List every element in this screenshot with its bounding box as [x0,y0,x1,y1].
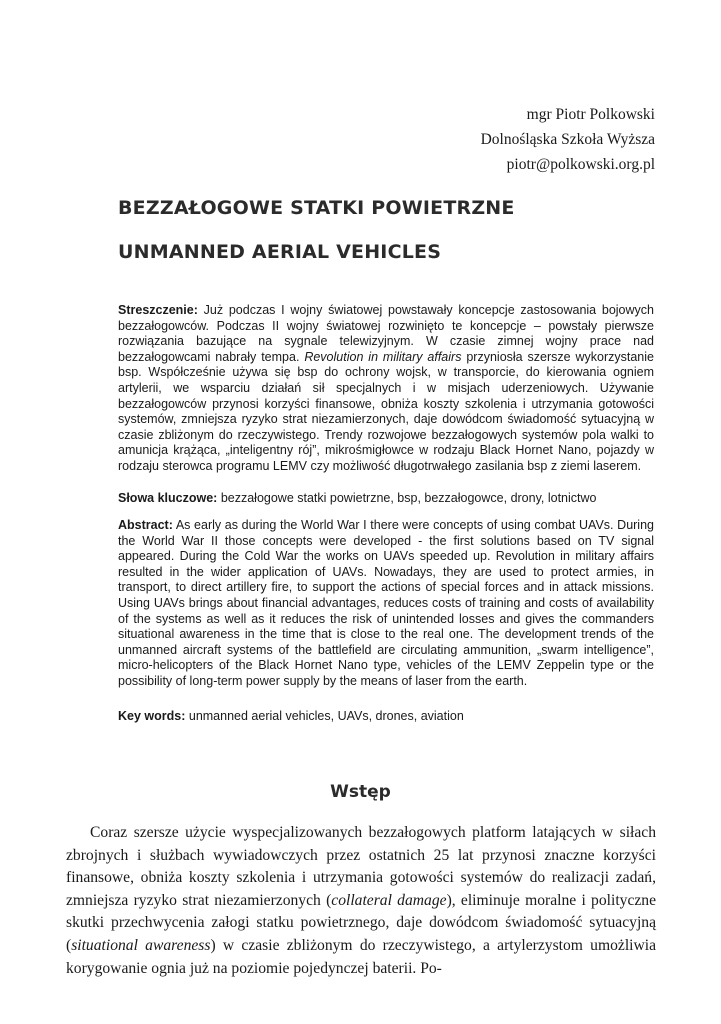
author-name: mgr Piotr Polkowski [526,106,655,123]
author-block [481,102,655,177]
abstract-label: Abstract: [118,518,173,532]
key-words-label: Key words: [118,709,186,723]
streszczenie-text-1: Już podczas I wojny światowej powstawały koncepcje zastosowania bojowych bezzałogowców. Podczas II wojny światowej rozwinięto te koncepcje – powstały pierwsze rozwiązania bazujące na sygnale telewizyjnym. W czasie zimnej wojny prace nad bezzałogowcami nabrały tempa. [118,303,654,364]
title-english: UNMANNED AERIAL VEHICLES [118,241,442,263]
streszczenie-italic: Revolution in military affairs [304,349,462,364]
streszczenie-paragraph [118,303,654,475]
slowa-kluczowe-text: bezzałogowe statki powietrzne, bsp, bezzałogowce, drony, lotnictwo [217,491,597,505]
key-words [118,709,654,725]
streszczenie-text-2: przyniosła szersze wykorzystanie bsp. Współcześnie używa się bsp do ochrony wojsk, w transporcie, do kierowania ogniem artylerii, we wsparciu działań sił specjalnych i w misjach uderzeniowych. Używanie bezzałogowców przynosi korzyści finansowe, obniża koszty szkolenia i utrzymania gotowości systemów, zmniejsza ryzyko strat niezamierzonych, daje dowódcom świadomość sytuacyjną w czasie zbliżonym do rzeczywistego. Trendy rozwojowe bezzałogowych systemów pola walki to amunicja krążąca, „inteligentny rój”, mikrośmigłowce w rodzaju Black Hornet Nano, pojazdy w rodzaju sterowca programu LEMV czy możliwość długotrwałego zasilania bsp z ziemi laserem. [118,349,654,473]
intro-text-c: ) w czasie zbliżonym do rzeczywistego, a artylerzystom umożliwia korygowanie ognia już na poziomie pojedynczej baterii. Po- [66,936,656,977]
intro-text-b: ), eliminuje moralne i polityczne skutki przechwycenia załogi statku powietrznego, daje dowódcom świadomość sytuacyjną ( [66,891,657,954]
abstract-paragraph [118,518,654,690]
streszczenie-label: Streszczenie: [118,303,198,317]
section-heading: Wstęp [330,782,391,802]
author-email: piotr@polkowski.org.pl [506,156,655,173]
intro-text-a: Coraz szersze użycie wyspecjalizowanych bezzałogowych platform latających w siłach zbrojnych i służbach wywiadowczych przez ostatnich 25 lat przynosi znaczne korzyści finansowe, obniża koszty szkolenia i utrzymania gotowości systemów do realizacji zadań, zmniejsza ryzyko strat niezamierzonych ( [66,824,656,909]
intro-italic-1: collateral damage [331,891,447,909]
slowa-kluczowe-label: Słowa kluczowe: [118,491,218,505]
author-affiliation: Dolnośląska Szkoła Wyższa [480,131,655,148]
intro-italic-2: situational awareness [71,936,211,954]
abstract-text: As early as during the World War I there were concepts of using combat UAVs. During the World War II those concepts were developed - the first solutions based on TV signal appeared. During the Cold War the works on UAVs speeded up. Revolution in military affairs resulted in the wider application of UAVs. Nowadays, they are used to protect armies, in transport, to direct artillery fire, to support the actions of special forces and in attack missions. Using UAVs brings about financial advantages, reduces costs of training and costs of availability of the systems as well as it reduces the risk of unintended losses and gives the commanders situational awareness in the time that is close to the real one. The development trends of the unmanned aircraft systems of the battlefield are circulating ammunition, „swarm intelligence”, micro-helicopters of the Black Hornet Nano type, vehicles of the LEMV Zeppelin type or the possibility of long-term power supply by the means of laser from the earth. [118,518,654,688]
intro-paragraph [66,822,656,980]
title-polish: BEZZAŁOGOWE STATKI POWIETRZNE [118,197,515,219]
key-words-text: unmanned aerial vehicles, UAVs, drones, aviation [185,709,464,723]
slowa-kluczowe [118,491,654,507]
